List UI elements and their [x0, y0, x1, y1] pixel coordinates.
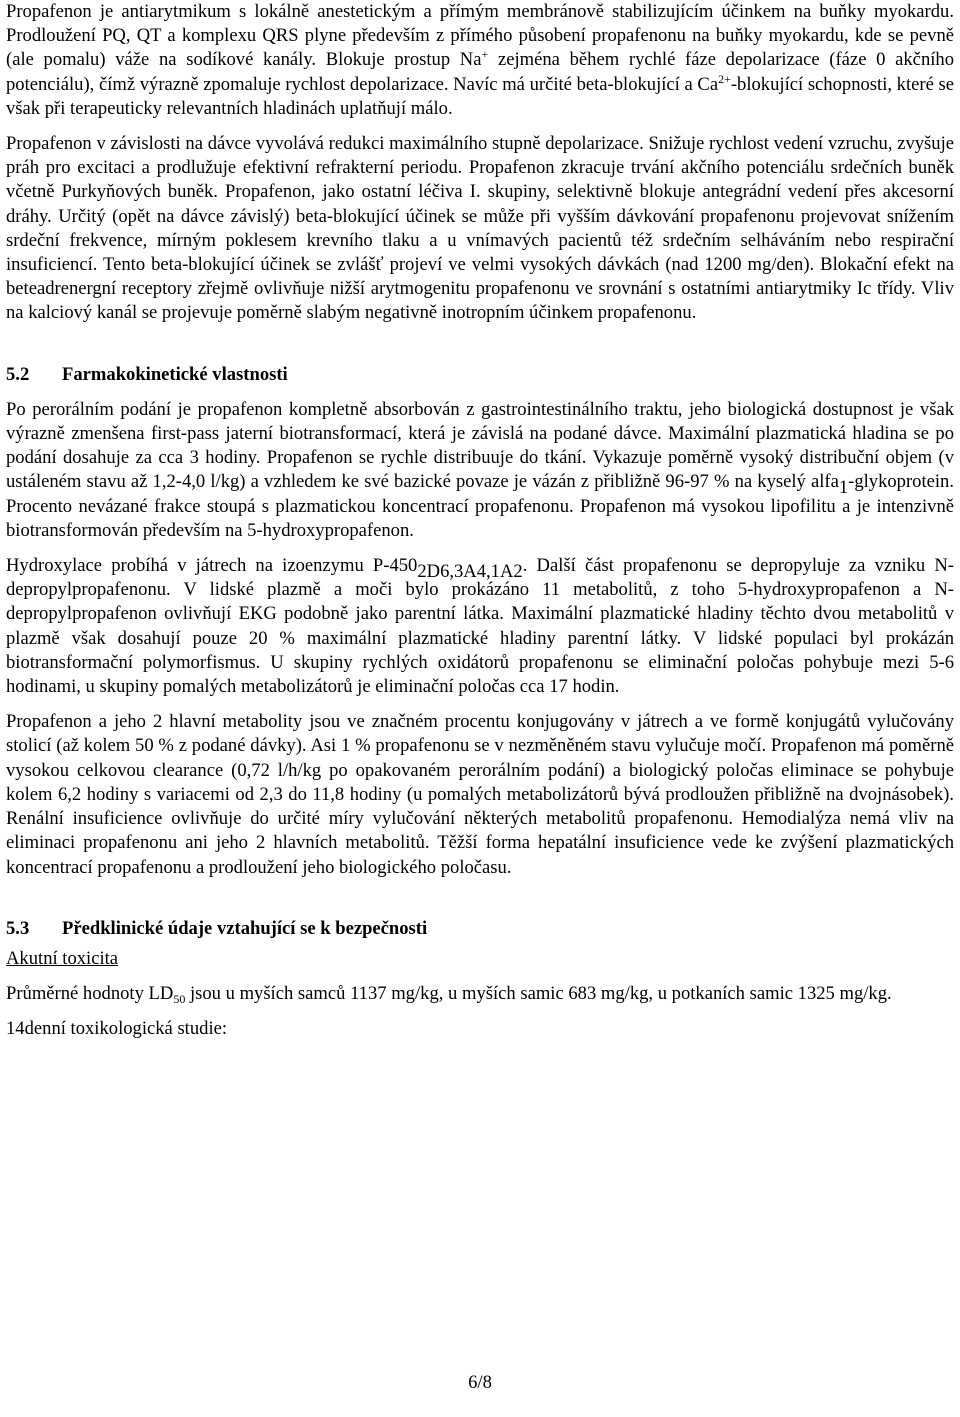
section-number: 5.3 [6, 917, 30, 939]
paragraph-ld50 [6, 982, 954, 1006]
text-run: Propafenon je antiarytmikum s lokálně anestetickým a přímým membránově stabilizujícím účinkem na buňky myokardu. Prodloužení PQ, QT a komplexu QRS plyne především z přímého působení propafenonu na buňky myokardu, kde se pevně (ale pomalu) váže na sodíkové kanály. Blokuje prostup Na [6, 1, 954, 71]
section-number: 5.2 [6, 363, 30, 385]
text-run: -blokující schopnosti, které se však při terapeuticky relevantních hladinách uplatňují málo. [6, 73, 954, 119]
subscript: 1 [838, 477, 849, 499]
section-title: Farmakokinetické vlastnosti [62, 363, 288, 385]
subheading-acute-toxicity: Akutní toxicita [6, 947, 119, 969]
paragraph-14day-study: 14denní toxikologická studie: [6, 1018, 228, 1040]
paragraph-absorption [6, 398, 954, 543]
paragraph-elimination: Propafenon a jeho 2 hlavní metabolity jsou ve značném procentu konjugovány v játrech a ve formě konjugátů vylučovány stolicí (až kolem 50 % z podané dávky). Asi 1 % propafenonu se v nezměněném stavu vylučuje močí. Propafenon má poměrně vysokou celkovou clearance (0,72 l/h/kg po opakovaném perorálním podání) a biologický poločas eliminace se pohybuje kolem 6,2 hodiny s variacemi od 2,3 do 11,8 hodiny (u pomalých metabolizátorů bývá prodloužen přibližně na dvojnásobek). Renální insuficience ovlivňuje do určité míry vylučování některých metabolitů propafenonu. Hemodialýza nemá vliv na eliminaci propafenonu ani jeho 2 hlavních metabolitů. Těžší forma hepatální insuficience vede ke zvýšení plazmatických koncentrací propafenonu a prodloužení jeho biologického poločasu. [6, 711, 954, 878]
paragraph-metabolism [6, 554, 954, 699]
text-run: Hydroxylace probíhá v játrech na izoenzymu P-450 [6, 555, 418, 577]
superscript: 2+ [718, 71, 731, 86]
paragraph-depolarization: Propafenon v závislosti na dávce vyvolává redukci maximálního stupně depolarizace. Snižuje rychlost vedení vzruchu, zvyšuje práh pro excitaci a prodlužuje efektivní refrakterní periodu. Propafenon zkracuje trvání akčního potenciálu srdečních buněk včetně Purkyňových buněk. Propafenon, jako ostatní léčiva I. skupiny, selektivně blokuje antegrádní vedení přes akcesorní dráhy. Určitý (opět na dávce závislý) beta-blokující účinek se může při vyšším dávkování propafenonu projevovat snížením srdeční frekvence, mírným poklesem krevního tlaku a u vnímavých pacientů též srdečním selháváním nebo respirační insuficiencí. Tento beta-blokující účinek se zvlášť projeví ve velmi vysokých dávkách (nad 1200 mg/den). Blokační efekt na beteadrenergní receptory zřejmě ovlivňuje nižší arytmogenitu propafenonu ve srovnání s ostatními antiarytmiky Ic třídy. Vliv na kalciový kanál se projevuje poměrně slabým negativně inotropním účinkem propafenonu. [6, 133, 954, 324]
text-run: Průměrné hodnoty LD [6, 983, 174, 1005]
text-run: zejména během rychlé fáze depolarizace (fáze 0 akčního potenciálu), čímž výrazně zpomaluje rychlost depolarizace. Navíc má určité beta-blokující a Ca [6, 49, 954, 95]
section-heading-5-2 [6, 363, 954, 387]
paragraph-mechanism [6, 0, 954, 121]
text-run: -glykoprotein. Procento nevázané frakce stoupá s plazmatickou koncentrací propafenonu. Propafenon má vysokou lipofilitu a je intenzivně biotransformován především na 5-hydroxypropafenon. [6, 471, 954, 541]
section-title: Předklinické údaje vztahující se k bezpečnosti [62, 917, 428, 939]
subscript: 50 [173, 992, 186, 1007]
text-run: jsou u myších samců 1137 mg/kg, u myších samic 683 mg/kg, u potkaních samic 1325 mg/kg. [185, 983, 892, 1005]
subscript: 2D6,3A4,1A2 [417, 561, 523, 583]
text-run: . Další část propafenonu se depropyluje za vzniku N-depropylpropafenonu. V lidské plazmě a moči bylo prokázáno 11 metabolitů, z toho 5-hydroxypropafenon a N-depropylpropafenon ovlivňují EKG podobně jako parentní látka. Maximální plazmatické hladiny těchto dvou metabolitů v plazmě však dosahují pouze 20 % maximální plazmatické hladiny parentní látky. V lidské populaci byl prokázán biotransformační polymorfismus. U skupiny rychlých oxidátorů propafenonu se eliminační poločas pohybuje mezi 5-6 hodinami, u skupiny pomalých metabolizátorů je eliminační poločas cca 17 hodin. [6, 555, 954, 698]
section-heading-5-3 [6, 917, 954, 941]
superscript: + [481, 47, 489, 62]
page-number: 6/8 [468, 1372, 492, 1393]
text-run: Po perorálním podání je propafenon kompletně absorbován z gastrointestinálního traktu, jeho biologická dostupnost je však výrazně zmenšena first-pass jaterní biotransformací, která je závislá na podané dávce. Maximální plazmatická hladina se po podání dosahuje za cca 3 hodiny. Propafenon se rychle distribuuje do tkání. Vykazuje poměrně vysoký distribuční objem (v ustáleném stavu až 1,2-4,0 l/kg) a vzhledem ke své bazické povaze je vázán z přibližně 96-97 % na kyselý alfa [6, 398, 954, 493]
